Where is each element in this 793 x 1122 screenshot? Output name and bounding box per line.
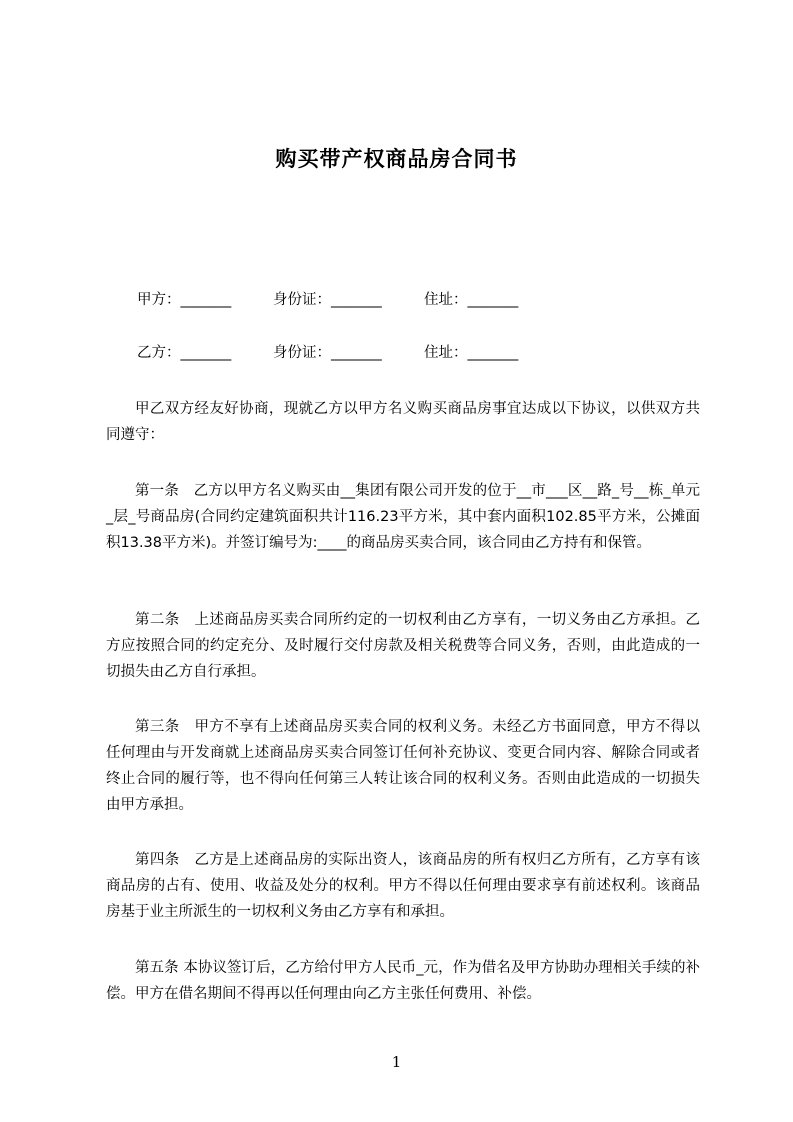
party-a-address-field: 住址：_______ — [424, 292, 519, 308]
document-title: 购买带产权商品房合同书 — [275, 147, 518, 171]
party-b-id-field: 身份证：_______ — [273, 345, 382, 361]
page-number: 1 — [391, 1053, 402, 1071]
article-1-paragraph: 第一条 乙方以甲方名义购买由__集团有限公司开发的位于__市___区__路_号__栋_单元_层_号商品房(合同约定建筑面积共计116.23平方米，其中套内面积102.85平方米，公摊面积13.38平方米)。并签订编号为:____的商品房买卖合同，该合同由乙方持有和保管。 — [106, 483, 700, 551]
intro-paragraph: 甲乙双方经友好协商，现就乙方以甲方名义购买商品房事宜达成以下协议，以供双方共同遵守： — [106, 401, 700, 443]
party-a-name-field: 甲方：_______ — [137, 292, 232, 308]
party-b-name-field: 乙方：_______ — [137, 345, 232, 361]
article-5-paragraph: 第五条 本协议签订后，乙方给付甲方人民币_元，作为借名及甲方协助办理相关手续的补偿。甲方在借名期间不得再以任何理由向乙方主张任何费用、补偿。 — [106, 960, 700, 1002]
party-a-id-field: 身份证：_______ — [273, 292, 382, 308]
article-3-paragraph: 第三条 甲方不享有上述商品房买卖合同的权利义务。未经乙方书面同意，甲方不得以任何理由与开发商就上述商品房买卖合同签订任何补充协议、变更合同内容、解除合同或者终止合同的履行等，也不得向任何第三人转让该合同的权利义务。否则由此造成的一切损失由甲方承担。 — [106, 719, 700, 813]
party-b-address-field: 住址：_______ — [424, 345, 519, 361]
article-4-paragraph: 第四条 乙方是上述商品房的实际出资人，该商品房的所有权归乙方所有，乙方享有该商品房的占有、使用、收益及处分的权利。甲方不得以任何理由要求享有前述权利。该商品房基于业主所派生的一切权利义务由乙方享有和承担。 — [106, 852, 700, 920]
article-2-paragraph: 第二条 上述商品房买卖合同所约定的一切权利由乙方享有，一切义务由乙方承担。乙方应按照合同的约定充分、及时履行交付房款及相关税费等合同义务，否则，由此造成的一切损失由乙方自行承担。 — [106, 612, 700, 680]
